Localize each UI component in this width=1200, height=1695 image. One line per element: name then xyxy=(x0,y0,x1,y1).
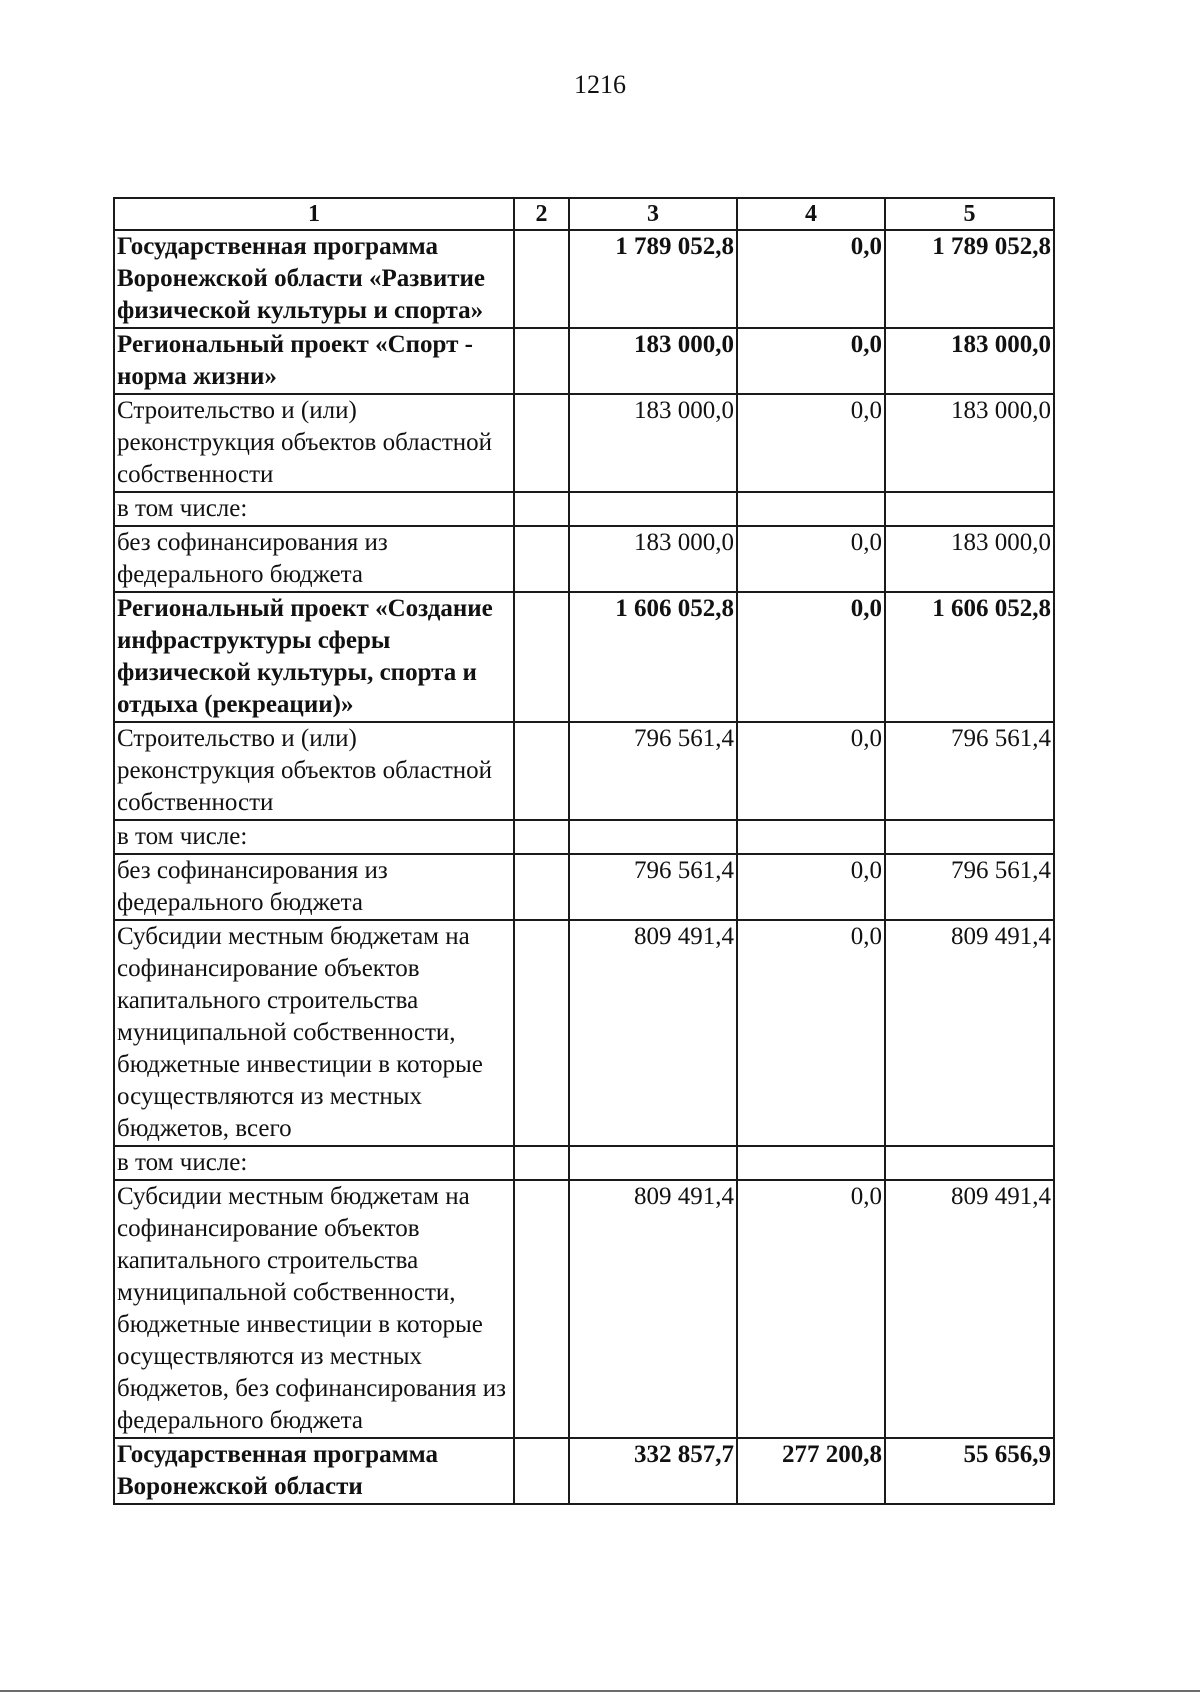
row-code xyxy=(514,854,569,920)
row-code xyxy=(514,1180,569,1438)
table-row xyxy=(114,1180,1054,1438)
column-header: 2 xyxy=(514,198,569,230)
row-label: Субсидии местным бюджетам на софинансирование объектов капитального строительства муниципальной собственности, бюджетные инвестиции в которые осуществляются из местных бюджетов, без софинансирования из федерального бюджета xyxy=(114,1180,514,1438)
row-value-regional: 183 000,0 xyxy=(885,526,1054,592)
row-label: Государственная программа Воронежской области «Развитие физической культуры и спорта» xyxy=(114,230,514,328)
row-value-regional: 55 656,9 xyxy=(885,1438,1054,1504)
row-code xyxy=(514,820,569,854)
row-value-regional: 183 000,0 xyxy=(885,328,1054,394)
table-row xyxy=(114,592,1054,722)
row-code xyxy=(514,230,569,328)
row-value-total xyxy=(569,492,737,526)
table-row xyxy=(114,1146,1054,1180)
row-label: Строительство и (или) реконструкция объектов областной собственности xyxy=(114,722,514,820)
row-code xyxy=(514,328,569,394)
page-bottom-rule xyxy=(0,1690,1200,1692)
table-row xyxy=(114,526,1054,592)
row-label: Региональный проект «Создание инфраструктуры сферы физической культуры, спорта и отдыха (рекреации)» xyxy=(114,592,514,722)
row-label: Субсидии местным бюджетам на софинансирование объектов капитального строительства муниципальной собственности, бюджетные инвестиции в которые осуществляются из местных бюджетов, всего xyxy=(114,920,514,1146)
row-value-federal xyxy=(737,492,885,526)
row-value-federal: 277 200,8 xyxy=(737,1438,885,1504)
row-label: в том числе: xyxy=(114,1146,514,1180)
row-value-federal: 0,0 xyxy=(737,394,885,492)
row-value-regional: 1 606 052,8 xyxy=(885,592,1054,722)
row-label: Региональный проект «Спорт - норма жизни» xyxy=(114,328,514,394)
column-header: 3 xyxy=(569,198,737,230)
row-value-regional: 796 561,4 xyxy=(885,854,1054,920)
row-value-regional xyxy=(885,1146,1054,1180)
row-label: Государственная программа Воронежской области xyxy=(114,1438,514,1504)
row-value-federal: 0,0 xyxy=(737,328,885,394)
budget-table xyxy=(113,197,1055,1505)
header-row xyxy=(114,198,1054,230)
row-value-regional xyxy=(885,820,1054,854)
row-code xyxy=(514,920,569,1146)
table-row xyxy=(114,328,1054,394)
row-value-federal: 0,0 xyxy=(737,920,885,1146)
row-value-total: 809 491,4 xyxy=(569,920,737,1146)
row-code xyxy=(514,394,569,492)
table-body xyxy=(114,230,1054,1504)
row-code xyxy=(514,1438,569,1504)
row-value-total: 1 606 052,8 xyxy=(569,592,737,722)
page-number: 1216 xyxy=(574,70,626,99)
row-code xyxy=(514,1146,569,1180)
row-code xyxy=(514,526,569,592)
table-row xyxy=(114,492,1054,526)
row-value-federal xyxy=(737,820,885,854)
table-row xyxy=(114,394,1054,492)
row-value-federal: 0,0 xyxy=(737,854,885,920)
row-value-regional: 809 491,4 xyxy=(885,1180,1054,1438)
column-header: 4 xyxy=(737,198,885,230)
row-value-regional: 796 561,4 xyxy=(885,722,1054,820)
column-header: 1 xyxy=(114,198,514,230)
row-value-total: 796 561,4 xyxy=(569,722,737,820)
row-value-regional: 183 000,0 xyxy=(885,394,1054,492)
row-label: без софинансирования из федерального бюджета xyxy=(114,854,514,920)
row-label: без софинансирования из федерального бюджета xyxy=(114,526,514,592)
row-value-regional: 1 789 052,8 xyxy=(885,230,1054,328)
row-label: Строительство и (или) реконструкция объектов областной собственности xyxy=(114,394,514,492)
row-value-total: 796 561,4 xyxy=(569,854,737,920)
row-label: в том числе: xyxy=(114,820,514,854)
row-code xyxy=(514,492,569,526)
row-value-federal: 0,0 xyxy=(737,526,885,592)
budget-table-container xyxy=(113,197,1053,1505)
row-value-total xyxy=(569,1146,737,1180)
row-label: в том числе: xyxy=(114,492,514,526)
row-value-regional xyxy=(885,492,1054,526)
table-row xyxy=(114,854,1054,920)
row-value-total: 183 000,0 xyxy=(569,526,737,592)
row-code xyxy=(514,592,569,722)
column-header: 5 xyxy=(885,198,1054,230)
row-value-total: 809 491,4 xyxy=(569,1180,737,1438)
row-value-total: 1 789 052,8 xyxy=(569,230,737,328)
table-row xyxy=(114,230,1054,328)
row-value-federal: 0,0 xyxy=(737,722,885,820)
row-value-total: 332 857,7 xyxy=(569,1438,737,1504)
row-value-total: 183 000,0 xyxy=(569,394,737,492)
table-row xyxy=(114,920,1054,1146)
table-row xyxy=(114,722,1054,820)
row-value-federal: 0,0 xyxy=(737,1180,885,1438)
row-value-federal: 0,0 xyxy=(737,230,885,328)
row-code xyxy=(514,722,569,820)
row-value-federal: 0,0 xyxy=(737,592,885,722)
row-value-regional: 809 491,4 xyxy=(885,920,1054,1146)
row-value-total xyxy=(569,820,737,854)
table-row xyxy=(114,1438,1054,1504)
row-value-federal xyxy=(737,1146,885,1180)
row-value-total: 183 000,0 xyxy=(569,328,737,394)
table-row xyxy=(114,820,1054,854)
